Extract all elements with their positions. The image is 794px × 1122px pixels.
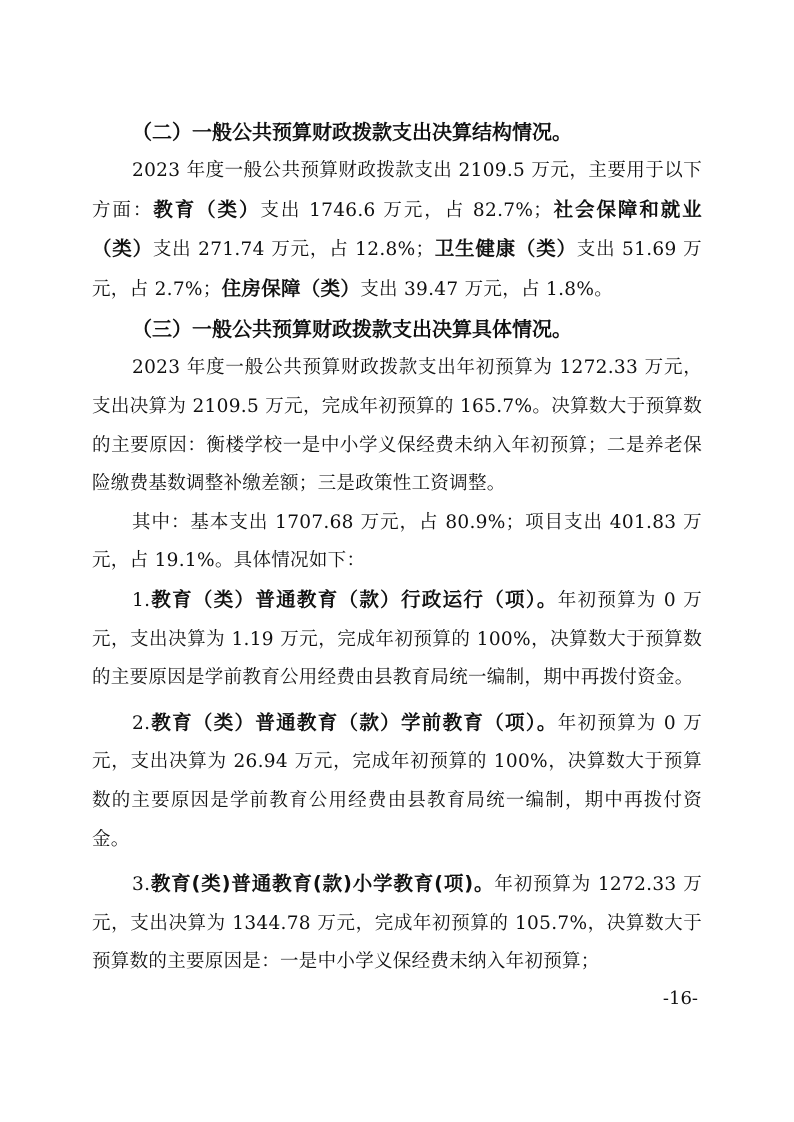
item-2-number: 2. xyxy=(132,712,151,734)
section-heading-detail: （三）一般公共预算财政拨款支出决算具体情况。 xyxy=(132,317,572,342)
structure-text-3: 支出 271.74 万元，占 12.8%； xyxy=(152,239,435,261)
item-1-text: 年初预算为 0 万元，支出决算为 1.19 万元，完成年初预算的 100%，决算数大于预算数的主要原因是学前教育公用经费由县教育局统一编制，期中再拨付资金。 xyxy=(92,589,702,689)
item-2-text: 年初预算为 0 万元，支出决算为 26.94 万元，完成年初预算的 100%，决算数大于预算数的主要原因是学前教育公用经费由县教育局统一编制，期中再拨付资金。 xyxy=(92,712,702,850)
paragraph-basic-project: 其中：基本支出 1707.68 万元，占 80.9%；项目支出 401.83 万元，占 19.1%。具体情况如下： xyxy=(92,511,702,572)
item-3-number: 3. xyxy=(132,874,151,896)
item-3-paragraph xyxy=(92,865,702,982)
item-3-title: 教育(类)普通教育(款)小学教育(项)。 xyxy=(150,872,495,896)
structure-text-4: 支出 51.69 万元，占 2.7%； xyxy=(92,239,702,300)
structure-text-5: 支出 39.47 万元，占 1.8%。 xyxy=(360,278,614,300)
category-education: 教育（类） xyxy=(153,197,261,221)
paragraph-structure xyxy=(92,152,702,309)
paragraph-detail: 2023 年度一般公共预算财政拨款支出年初预算为 1272.33 万元，支出决算为 2109.5 万元，完成年初预算的 165.7%。决算数大于预算数的主要原因：衡楼学校一是中小学义保经费未纳入年初预算；二是养老保险缴费基数调整补缴差额；三是政策性工资调整。 xyxy=(92,357,702,495)
item-2-paragraph xyxy=(92,704,702,859)
document-body xyxy=(92,112,702,982)
item-1-title: 教育（类）普通教育（款）行政运行（项）。 xyxy=(150,587,558,611)
structure-text-2: 支出 1746.6 万元，占 82.7%； xyxy=(260,199,552,221)
item-2-title: 教育（类）普通教育（款）学前教育（项）。 xyxy=(150,710,558,734)
category-housing: 住房保障（类） xyxy=(221,276,361,300)
structure-text-1: 2023 年度一般公共预算财政拨款支出 2109.5 万元，主要用于以下方面： xyxy=(92,160,702,221)
item-3-text: 年初预算为 1272.33 万元，支出决算为 1344.78 万元，完成年初预算的 105.7%，决算数大于预算数的主要原因是：一是中小学义保经费未纳入年初预算； xyxy=(92,874,702,973)
item-1-paragraph xyxy=(92,581,702,698)
page-number: -16- xyxy=(662,988,698,1009)
section-heading-structure: （二）一般公共预算财政拨款支出决算结构情况。 xyxy=(132,120,572,144)
item-1-number: 1. xyxy=(132,589,151,611)
category-health: 卫生健康（类） xyxy=(434,237,577,261)
category-social-security: 社会保障和就业（类） xyxy=(92,197,702,261)
